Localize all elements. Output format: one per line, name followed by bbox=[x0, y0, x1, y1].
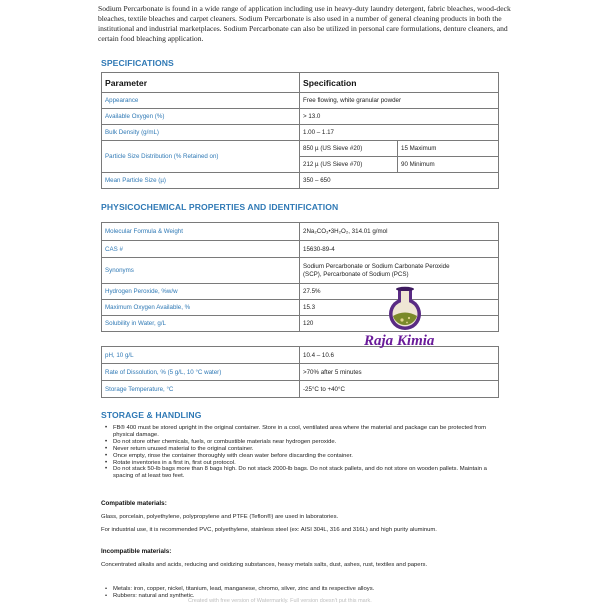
synonyms-value bbox=[300, 258, 499, 284]
specifications-header-row bbox=[102, 73, 499, 93]
incompatible-materials-text: Concentrated alkalis and acids, reducing and oxidizing substances, heavy metals salts, dust, ashes, rust, textiles and papers. bbox=[101, 562, 428, 568]
list-item: • Once empty, rinse the container thoroughly with clean water before discarding the container. bbox=[101, 453, 501, 460]
appearance-label: Appearance bbox=[102, 93, 300, 109]
mean-particle-size-label: Mean Particle Size (µ) bbox=[102, 173, 300, 189]
table-row bbox=[102, 364, 499, 381]
flask-icon bbox=[389, 287, 421, 330]
storage-handling-list bbox=[101, 425, 501, 480]
specifications-table bbox=[101, 72, 499, 189]
hydrogen-peroxide-value: 27.5% bbox=[300, 284, 499, 300]
list-item: • Rotate inventories in a first in, first out protocol. bbox=[101, 460, 501, 467]
synonyms-line-2: (SCP), Percarbonate of Sodium (PCS) bbox=[303, 270, 409, 278]
table-row bbox=[102, 125, 499, 141]
molecular-formula-value: 2Na₂CO₃•3H₂O₂, 314.01 g/mol bbox=[300, 223, 499, 241]
ph-value: 10.4 – 10.6 bbox=[300, 347, 499, 364]
mean-particle-size-value: 350 – 650 bbox=[300, 173, 499, 189]
storage-handling-heading: STORAGE & HANDLING bbox=[101, 410, 202, 420]
table-row bbox=[102, 381, 499, 398]
list-item: • Never return unused material to the original container. bbox=[101, 446, 501, 453]
compatible-materials-lab-text: Glass, porcelain, polyethylene, polypropylene and PTFE (Teflon®) are used in laboratories. bbox=[101, 514, 339, 520]
particle-size-distribution-label: Particle Size Distribution (% Retained on) bbox=[102, 141, 300, 173]
sieve-20-value: 850 µ (US Sieve #20) bbox=[300, 141, 398, 157]
table-row bbox=[102, 93, 499, 109]
cas-value: 15630-89-4 bbox=[300, 241, 499, 258]
molecular-formula-label: Molecular Formula & Weight bbox=[102, 223, 300, 241]
specifications-heading: SPECIFICATIONS bbox=[101, 58, 174, 68]
watermark-text: Created with free version of Watermarkly. Full version doesn't put this mark. bbox=[188, 598, 372, 604]
maximum-oxygen-label: Maximum Oxygen Available, % bbox=[102, 300, 300, 316]
available-oxygen-value: > 13.0 bbox=[300, 109, 499, 125]
raja-kimia-logo bbox=[352, 283, 470, 353]
table-row bbox=[102, 141, 499, 157]
sieve-20-limit: 15 Maximum bbox=[398, 141, 499, 157]
table-row bbox=[102, 109, 499, 125]
table-row bbox=[102, 241, 499, 258]
solubility-label: Solubility in Water, g/L bbox=[102, 316, 300, 332]
parameter-header: Parameter bbox=[102, 73, 300, 93]
bulk-density-value: 1.00 – 1.17 bbox=[300, 125, 499, 141]
list-item: • FB® 400 must be stored upright in the original container. Store in a cool, ventilated area where the material and package can be protected from physical damage. bbox=[101, 425, 501, 439]
list-item: • Do not store other chemicals, fuels, or combustible materials near hydrogen peroxide. bbox=[101, 439, 501, 446]
cas-label: CAS # bbox=[102, 241, 300, 258]
maximum-oxygen-value: 15.3 bbox=[300, 300, 499, 316]
dissolution-rate-label: Rate of Dissolution, % (5 g/L, 10 °C water) bbox=[102, 364, 300, 381]
physicochemical-heading: PHYSICOCHEMICAL PROPERTIES AND IDENTIFICATION bbox=[101, 202, 339, 212]
intro-paragraph: Sodium Percarbonate is found in a wide range of application including use in heavy-duty laundry detergent, fabric bleaches, wood-deck bleaches, textile bleaches and carpet cleaners. Sodium Percarbonate is also used in a number of general cleaning products in both the institutional and industrial marketplaces. Sodium Percarbonate can also be utilized in personal care formulations, denture cleaners, and certain food bleaching application. bbox=[98, 4, 511, 43]
table-row bbox=[102, 173, 499, 189]
solubility-value: 120 bbox=[300, 316, 499, 332]
bulk-density-label: Bulk Density (g/mL) bbox=[102, 125, 300, 141]
dissolution-rate-value: >70% after 5 minutes bbox=[300, 364, 499, 381]
sieve-70-value: 212 µ (US Sieve #70) bbox=[300, 157, 398, 173]
appearance-value: Free flowing, white granular powder bbox=[300, 93, 499, 109]
specification-header: Specification bbox=[300, 73, 499, 93]
storage-temperature-label: Storage Temperature, °C bbox=[102, 381, 300, 398]
list-item: • Do not stack 50-lb bags more than 8 bags high. Do not stack 2000-lb bags. Do not stack pallets, and do not store on wooden pallets. Maintain a spacing of at least two feet. bbox=[101, 466, 501, 480]
sieve-70-limit: 90 Minimum bbox=[398, 157, 499, 173]
table-row bbox=[102, 258, 499, 284]
storage-temperature-value: -25°C to +40°C bbox=[300, 381, 499, 398]
available-oxygen-label: Available Oxygen (%) bbox=[102, 109, 300, 125]
list-item: • Metals: iron, copper, nickel, titanium, lead, manganese, chromo, silver, zinc and its respective alloys. bbox=[101, 586, 501, 593]
compatible-materials-heading: Compatible materials: bbox=[101, 500, 167, 507]
synonyms-line-1: Sodium Percarbonate or Sodium Carbonate Peroxide bbox=[303, 262, 450, 270]
hydrogen-peroxide-label: Hydrogen Peroxide, %w/w bbox=[102, 284, 300, 300]
list-item: • Rubbers: natural and synthetic. bbox=[101, 593, 501, 600]
incompatible-materials-heading: Incompatible materials: bbox=[101, 548, 172, 555]
synonyms-label: Synonyms bbox=[102, 258, 300, 284]
compatible-materials-industrial-text: For industrial use, it is recommended PVC, polyethylene, stainless steel (ex: AISI 304L, 316 and 316L) and high purity aluminum. bbox=[101, 527, 437, 533]
table-row bbox=[102, 223, 499, 241]
logo-text: Raja Kimia bbox=[364, 333, 435, 349]
physicochemical-table-2 bbox=[101, 346, 499, 398]
ph-label: pH, 10 g/L bbox=[102, 347, 300, 364]
